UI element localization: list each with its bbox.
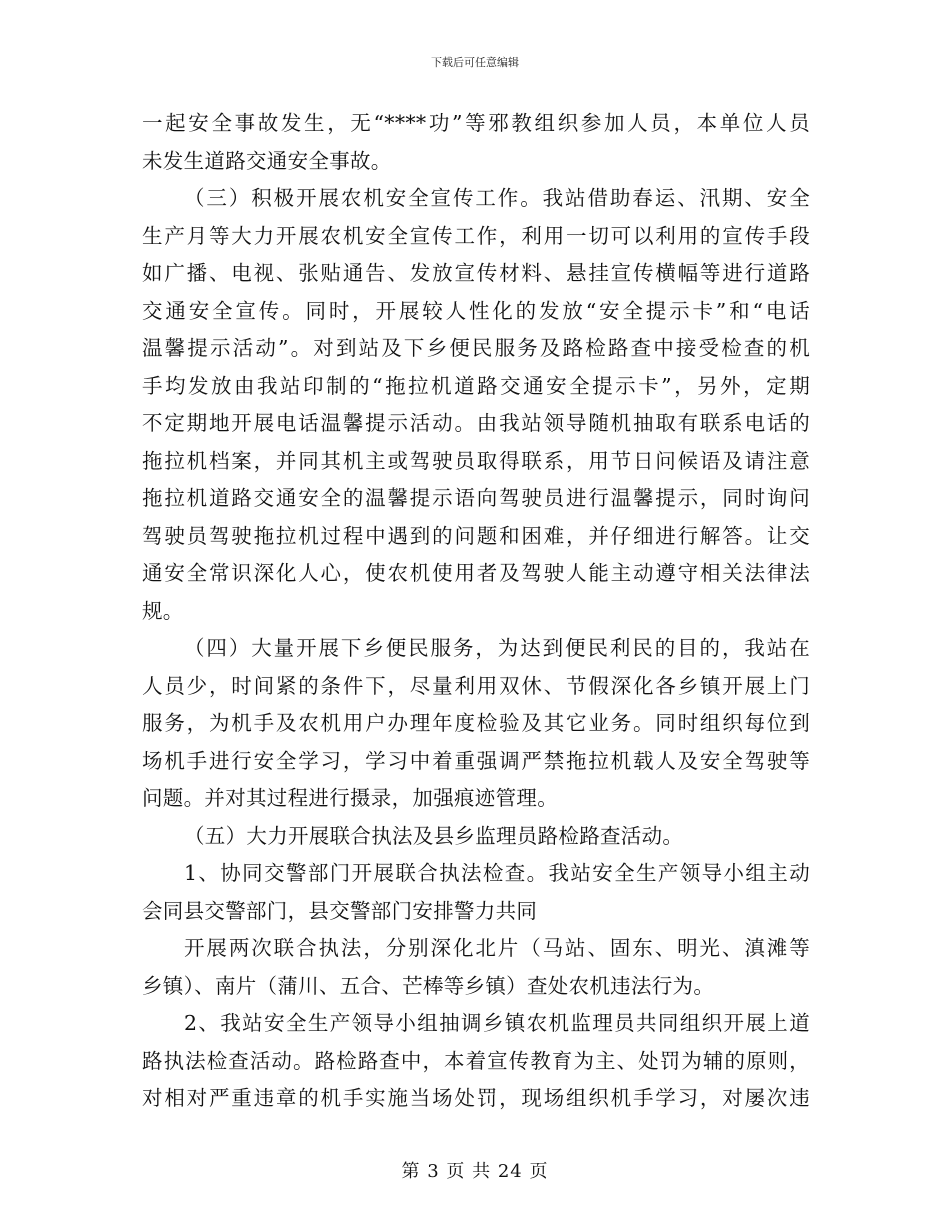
body-line: 拖拉机档案，并同其机主或驾驶员取得联系，用节日问候语及请注意 — [142, 448, 810, 473]
body-line: 开展两次联合执法，分别深化北片（马站、固东、明光、滇滩等 — [184, 936, 810, 960]
body-line: 路执法检查活动。路检路查中，本着宣传教育为主、处罚为辅的原则， — [142, 1048, 810, 1073]
body-line: 规。 — [142, 598, 184, 623]
body-line: 生产月等大力开展农机安全宣传工作，利用一切可以利用的宣传手段 — [142, 223, 810, 248]
body-line: 对相对严重违章的机手实施当场处罚，现场组织机手学习，对屡次违 — [142, 1086, 810, 1110]
body-line: 人员少，时间紧的条件下，尽量利用双休、节假深化各乡镇开展上门 — [142, 673, 810, 698]
body-line: （五）大力开展联合执法及县乡监理员路检路查活动。 — [184, 823, 684, 848]
body-line: 1、协同交警部门开展联合执法检查。我站安全生产领导小组主动 — [184, 861, 810, 885]
body-line: 手均发放由我站印制的“拖拉机道路交通安全提示卡”，另外，定期 — [142, 373, 810, 398]
body-line: 乡镇）、南片（蒲川、五合、芒棒等乡镇）查处农机违法行为。 — [142, 973, 715, 998]
body-line: 问题。并对其过程进行摄录，加强痕迹管理。 — [142, 786, 558, 810]
body-line: 服务，为机手及农机用户办理年度检验及其它业务。同时组织每位到 — [142, 711, 810, 735]
body-line: 未发生道路交通安全事故。 — [142, 148, 392, 173]
document-body — [142, 105, 810, 1118]
header-note: 下载后可任意编辑 — [431, 56, 519, 69]
body-line: 不定期地开展电话温馨提示活动。由我站领导随机抽取有联系电话的 — [142, 411, 810, 435]
body-line: 驾驶员驾驶拖拉机过程中遇到的问题和困难，并仔细进行解答。让交 — [142, 523, 810, 548]
body-line: 会同县交警部门，县交警部门安排警力共同 — [142, 898, 538, 923]
body-line: 一起安全事故发生，无“****功”等邪教组织参加人员，本单位人员 — [142, 111, 810, 135]
body-line: （三）积极开展农机安全宣传工作。我站借助春运、汛期、安全 — [184, 186, 810, 210]
body-line: 通安全常识深化人心，使农机使用者及驾驶人能主动遵守相关法律法 — [142, 561, 810, 585]
body-line: 如广播、电视、张贴通告、发放宣传材料、悬挂宣传横幅等进行道路 — [142, 261, 810, 285]
body-line: 场机手进行安全学习，学习中着重强调严禁拖拉机载人及安全驾驶等 — [142, 748, 810, 773]
body-line: 温馨提示活动”。对到站及下乡便民服务及路检路查中接受检查的机 — [142, 336, 810, 360]
page-number: 第 3 页 共 24 页 — [401, 1161, 549, 1182]
body-line: 交通安全宣传。同时，开展较人性化的发放“安全提示卡”和“电话 — [142, 298, 810, 323]
body-line: （四）大量开展下乡便民服务，为达到便民利民的目的，我站在 — [184, 636, 810, 660]
body-line: 拖拉机道路交通安全的温馨提示语向驾驶员进行温馨提示，同时询问 — [142, 486, 810, 510]
body-line: 2、我站安全生产领导小组抽调乡镇农机监理员共同组织开展上道 — [184, 1011, 810, 1035]
